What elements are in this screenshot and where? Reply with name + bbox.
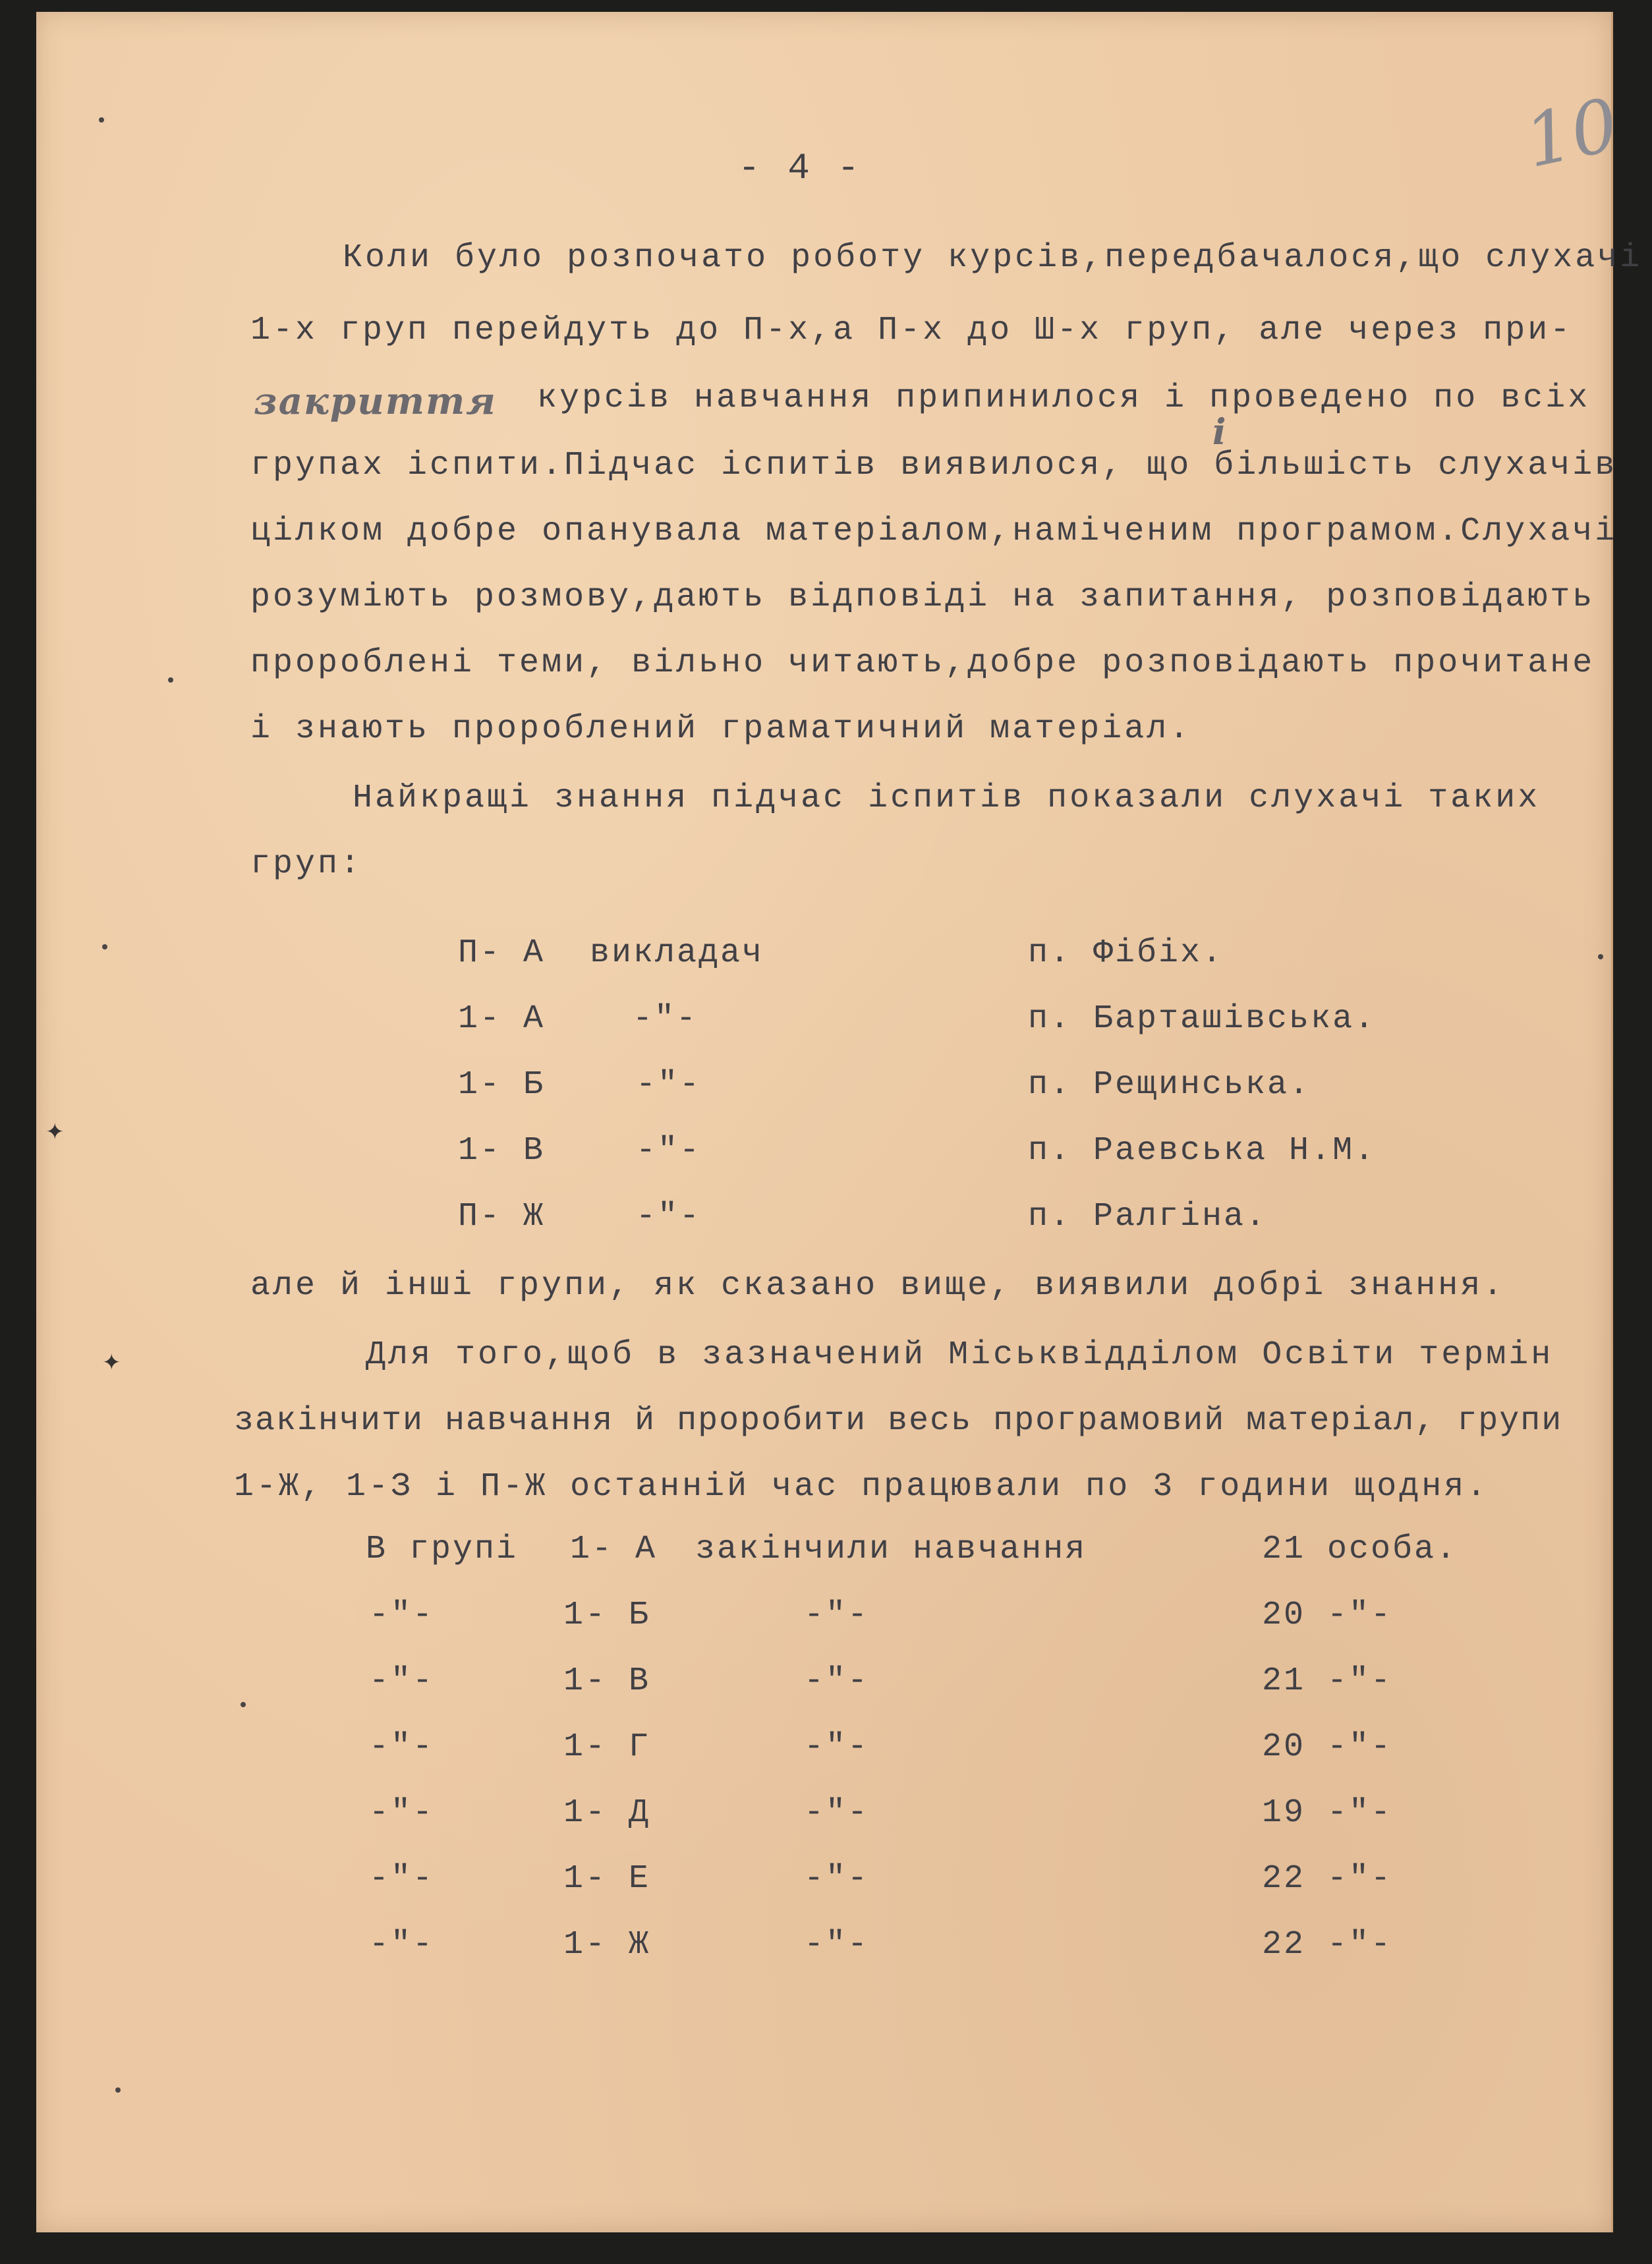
result-prefix: В групі: [366, 1531, 519, 1568]
teacher-role: -"-: [633, 1000, 698, 1038]
result-prefix: -"-: [369, 1597, 435, 1634]
result-count: 19 -"-: [1262, 1794, 1393, 1832]
teacher-name: п. Фібіх.: [1028, 934, 1224, 972]
paper-speck: [241, 1702, 246, 1707]
paragraph-3: але й інші групи, як сказано вище, виявили добрі знання.: [250, 1267, 1506, 1305]
teacher-group: П- Ж: [458, 1198, 546, 1235]
result-label: -"-: [804, 1860, 870, 1898]
paragraph-1-line-5: цілком добре опанувала матеріалом,наміченим програмом.Слухачі: [250, 513, 1618, 550]
result-group: 1- В: [563, 1662, 651, 1700]
teacher-role: -"-: [636, 1198, 702, 1235]
teacher-name: п. Рещинська.: [1028, 1066, 1311, 1104]
paragraph-1-line-2: 1-х груп перейдуть до П-х,а П-х до Ш-х груп, але через при-: [250, 312, 1573, 349]
pin-mark: ✦: [102, 1349, 121, 1376]
result-count: 20 -"-: [1262, 1728, 1393, 1766]
paper-speck: [168, 677, 173, 683]
paragraph-1-line-7: пророблені теми, вільно читають,добре розповідають прочитане: [250, 644, 1595, 682]
result-prefix: -"-: [369, 1860, 435, 1898]
teacher-name: п. Ралгіна.: [1028, 1198, 1268, 1235]
paragraph-1-line-4: групах іспити.Підчас іспитів виявилося, що більшість слухачів: [250, 447, 1618, 484]
result-group: 1- Г: [563, 1728, 651, 1766]
paragraph-1-line-1: Коли було розпочато роботу курсів,передбачалося,що слухачі: [343, 239, 1643, 277]
result-prefix: -"-: [369, 1662, 435, 1700]
teacher-role: викладач: [590, 934, 764, 972]
paragraph-4-line-1: Для того,щоб в зазначений Міськвідділом Освіти термін: [366, 1336, 1554, 1374]
paragraph-2-line-2: груп:: [250, 845, 363, 883]
result-count: 22 -"-: [1262, 1926, 1393, 1964]
handwritten-letter: і: [1212, 410, 1228, 453]
result-count: 21 -"-: [1262, 1662, 1393, 1700]
paragraph-1-line-3: курсів навчання припинилося і проведено по всіх: [537, 380, 1591, 417]
result-count: 20 -"-: [1262, 1597, 1393, 1634]
teacher-group: П- А: [458, 934, 546, 972]
paragraph-4-line-3: 1-Ж, 1-З і П-Ж останній час працювали по 3 години щодня.: [234, 1468, 1489, 1506]
paper-speck: [115, 2087, 121, 2093]
result-group: 1- Б: [563, 1597, 651, 1634]
handwritten-insert: закриття: [254, 380, 497, 423]
paper-speck: [99, 117, 104, 123]
result-group: 1- Е: [563, 1860, 651, 1898]
result-count: 21 особа.: [1262, 1531, 1458, 1568]
result-count: 22 -"-: [1262, 1860, 1393, 1898]
result-label: -"-: [804, 1926, 870, 1964]
result-prefix: -"-: [369, 1728, 435, 1766]
archive-page-number: 10: [1518, 82, 1626, 184]
result-label: закінчили навчання: [695, 1531, 1087, 1568]
paper-speck: [1598, 954, 1603, 959]
pin-mark: ✦: [45, 1119, 65, 1145]
paragraph-1-line-8: і знають пророблений граматичний матеріал.: [250, 710, 1192, 748]
result-label: -"-: [804, 1728, 870, 1766]
result-label: -"-: [804, 1662, 870, 1700]
teacher-group: 1- Б: [458, 1066, 546, 1104]
teacher-name: п. Барташівська.: [1028, 1000, 1377, 1038]
result-group: 1- Ж: [563, 1926, 651, 1964]
result-prefix: -"-: [369, 1926, 435, 1964]
document-page: [36, 12, 1643, 2232]
teacher-group: 1- В: [458, 1132, 546, 1170]
paragraph-4-line-2: закінчити навчання й проробити весь програмовий матеріал, групи: [234, 1402, 1563, 1440]
page-number: - 4 -: [738, 147, 863, 189]
result-prefix: -"-: [369, 1794, 435, 1832]
teacher-role: -"-: [636, 1132, 702, 1170]
teacher-name: п. Раевська Н.М.: [1028, 1132, 1377, 1170]
result-group: 1- А: [570, 1531, 658, 1568]
paragraph-2-line-1: Найкращі знання підчас іспитів показали слухачі таких: [353, 779, 1541, 817]
teacher-role: -"-: [636, 1066, 702, 1104]
result-label: -"-: [804, 1597, 870, 1634]
teacher-group: 1- А: [458, 1000, 546, 1038]
result-group: 1- Д: [563, 1794, 651, 1832]
paragraph-1-line-6: розуміють розмову,дають відповіді на запитання, розповідають: [250, 579, 1595, 616]
result-label: -"-: [804, 1794, 870, 1832]
paper-speck: [102, 944, 107, 949]
